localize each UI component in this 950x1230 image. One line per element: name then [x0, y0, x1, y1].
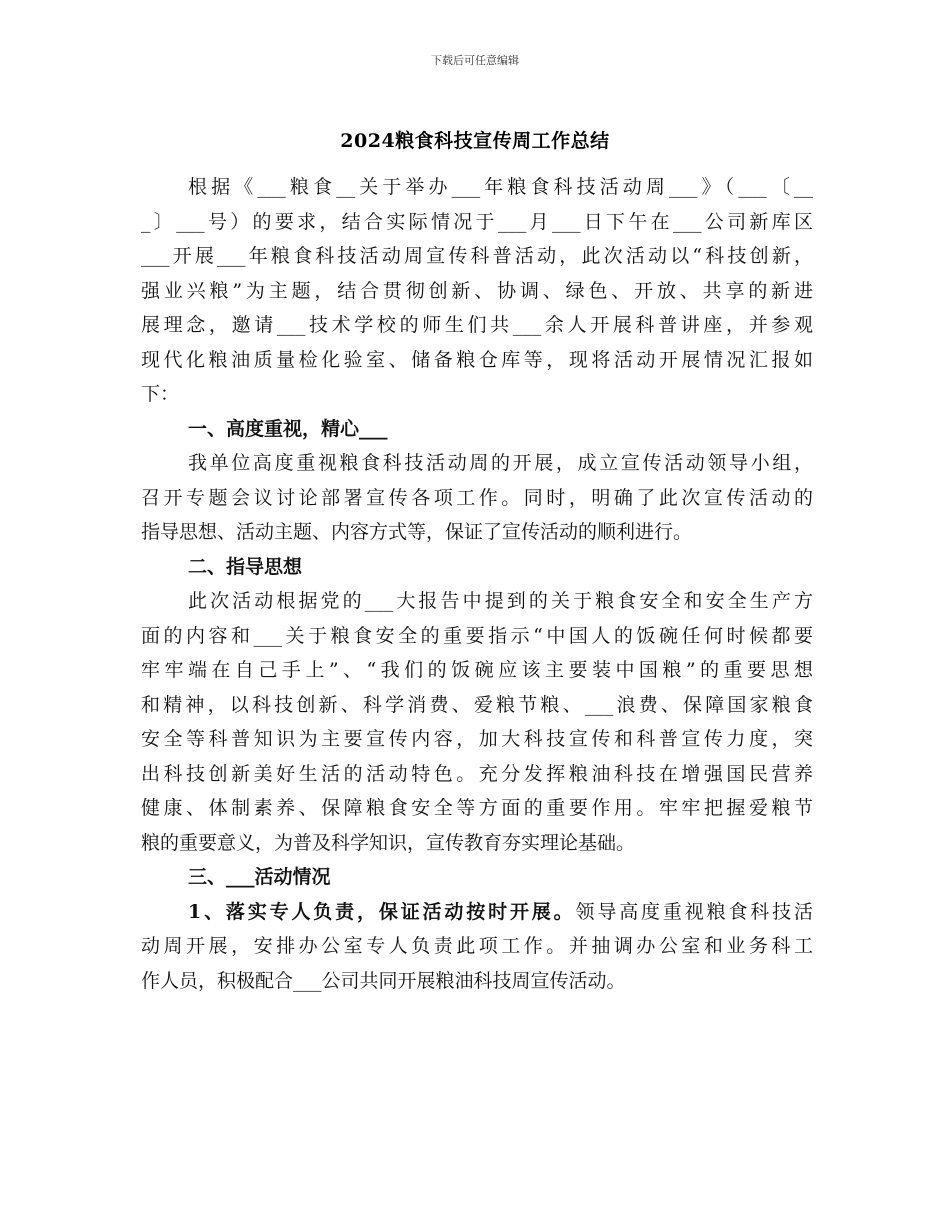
text-line: 此次活动根据党的___大报告中提到的关于粮食安全和安全生产方	[188, 590, 813, 612]
text-line: 作人员，积极配合___公司共同开展粮油科技周宣传活动。	[141, 969, 626, 992]
document-body	[141, 170, 813, 998]
section-heading-3: 三、___活动情况	[188, 866, 331, 888]
section-heading-1: 一、高度重视，精心___	[188, 417, 388, 440]
text-line: 展理念，邀请___技术学校的师生们共___余人开展科普讲座，并参观	[141, 314, 813, 336]
item-1-text: 领导高度重视粮食科技活	[575, 900, 813, 923]
text-line: 粮的重要意义，为普及科学知识，宣传教育夯实理论基础。	[141, 831, 636, 854]
text-line: 面的内容和___关于粮食安全的重要指示“中国人的饭碗任何时候都要	[141, 624, 813, 647]
text-line: ___开展___年粮食科技活动周宣传科普活动，此次活动以“科技创新，	[141, 245, 813, 267]
text-line: 下：	[141, 383, 180, 405]
section-heading-2: 二、指导思想	[188, 555, 303, 578]
item-1-lead: 1、落实专人负责，保证活动按时开展。	[188, 900, 576, 923]
text-line	[141, 895, 813, 930]
text-line: 出科技创新美好生活的活动特色。充分发挥粮油科技在增强国民营养	[141, 762, 813, 785]
text-line: 安全等科普知识为主要宣传内容，加大科技宣传和科普宣传力度，突	[141, 728, 813, 750]
text-line: _〕___号）的要求，结合实际情况于___月___日下午在___公司新库区	[141, 210, 813, 233]
text-line: 根据《___粮食__关于举办___年粮食科技活动周___》（___〔__	[188, 176, 813, 198]
text-line: 牢牢端在自己手上”、“我们的饭碗应该主要装中国粮”的重要思想	[141, 659, 813, 681]
page-header: 下载后可任意编辑	[431, 54, 519, 67]
text-line: 强业兴粮”为主题，结合贯彻创新、协调、绿色、开放、共享的新进	[141, 279, 813, 302]
document-title: 2024粮食科技宣传周工作总结	[340, 130, 610, 152]
intro-paragraph	[141, 170, 813, 412]
text-line: 我单位高度重视粮食科技活动周的开展，成立宣传活动领导小组，	[188, 452, 813, 474]
text-line: 和精神，以科技创新、科学消费、爱粮节粮、___浪费、保障国家粮食	[141, 693, 813, 716]
section-2-paragraph	[141, 584, 813, 860]
section-1-paragraph	[141, 446, 813, 550]
text-line: 健康、体制素养、保障粮食安全等方面的重要作用。牢牢把握爱粮节	[141, 797, 813, 819]
text-line: 现代化粮油质量检化验室、储备粮仓库等，现将活动开展情况汇报如	[141, 348, 813, 371]
text-line: 指导思想、活动主题、内容方式等，保证了宣传活动的顺利进行。	[141, 521, 693, 543]
text-line: 动周开展，安排办公室专人负责此项工作。并抽调办公室和业务科工	[141, 935, 813, 957]
section-3-item-1	[141, 895, 813, 999]
text-line: 召开专题会议讨论部署宣传各项工作。同时，明确了此次宣传活动的	[141, 486, 813, 509]
